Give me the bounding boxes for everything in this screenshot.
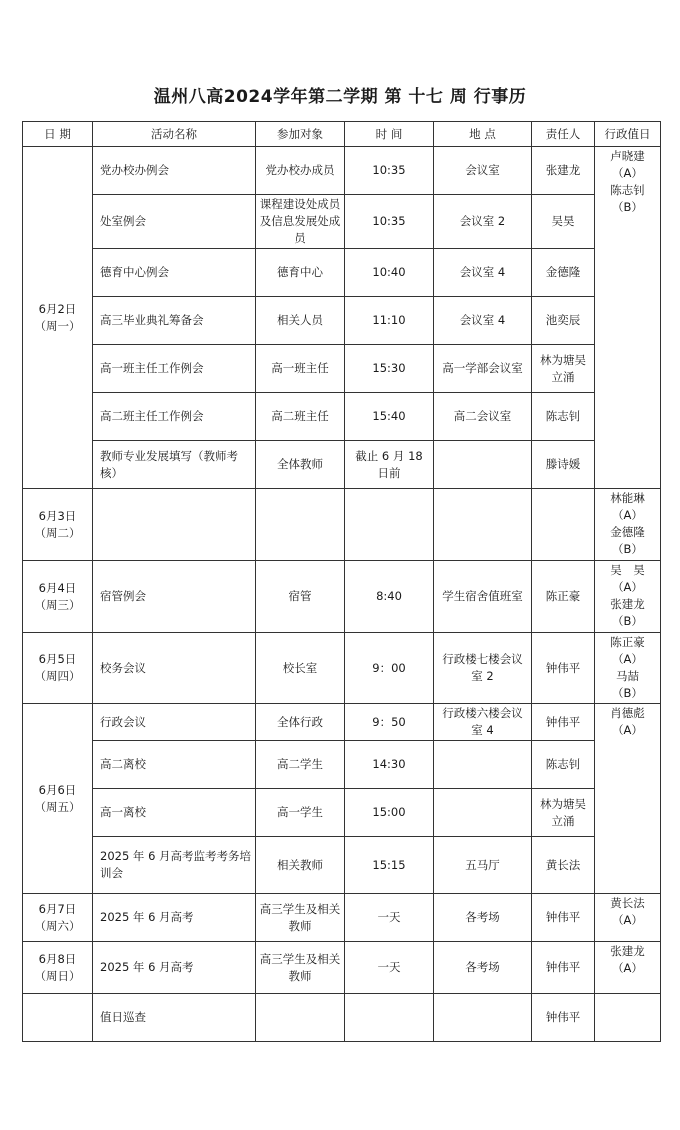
time-cell [345,994,434,1042]
header-activity: 活动名称 [93,122,256,147]
duty-line: 卢晓建 [610,149,645,163]
place-cell: 各考场 [434,942,532,994]
attendees-cell: 高三学生及相关教师 [256,942,345,994]
date-label: 6月4日 [38,580,77,595]
activity-cell: 行政会议 [93,704,256,741]
patrol-row [23,994,661,1042]
time-cell: 截止 6 月 18 日前 [345,441,434,489]
date-cell [23,994,93,1042]
time-cell: 15:30 [345,345,434,393]
place-cell: 会议室 [434,147,532,195]
schedule-body [23,147,661,1042]
duty-cell [595,561,661,633]
attendees-cell: 课程建设处成员及信息发展处成员 [256,195,345,249]
date-cell [23,942,93,994]
attendees-cell: 相关人员 [256,297,345,345]
duty-line: （A） [612,508,643,522]
place-cell: 会议室 4 [434,249,532,297]
page-title: 温州八高2024学年第二学期 第 十七 周 行事历 [153,87,527,107]
time-cell: 一天 [345,894,434,942]
time-cell: 10:40 [345,249,434,297]
activity-cell: 高二班主任工作例会 [93,393,256,441]
time-cell [345,489,434,561]
weekday-label: （周一） [34,318,81,333]
header-time: 时 间 [345,122,434,147]
attendees-cell: 全体行政 [256,704,345,741]
owner-cell: 钟伟平 [532,994,595,1042]
duty-line: 张建龙 [610,944,645,958]
activity-cell: 高一离校 [93,789,256,837]
duty-cell [595,489,661,561]
activity-cell: 高二离校 [93,741,256,789]
weekday-label: （周三） [34,597,81,612]
owner-cell: 林为塘吴立涌 [532,789,595,837]
attendees-cell: 高一班主任 [256,345,345,393]
date-cell [23,704,93,894]
owner-cell: 陈志钊 [532,393,595,441]
date-cell [23,894,93,942]
place-cell: 会议室 2 [434,195,532,249]
table-row [23,789,661,837]
schedule-table [22,121,661,1042]
date-label: 6月5日 [38,652,77,666]
owner-cell: 钟伟平 [532,704,595,741]
place-cell: 学生宿舍值班室 [434,561,532,633]
date-label: 6月7日 [38,901,77,916]
activity-cell: 高三毕业典礼筹备会 [93,297,256,345]
owner-cell: 钟伟平 [532,942,595,994]
time-cell: 10:35 [345,195,434,249]
header-place: 地 点 [434,122,532,147]
duty-cell [595,147,661,489]
place-cell: 行政楼七楼会议室 2 [434,633,532,704]
duty-line: （A） [612,723,643,737]
time-cell: 9：00 [345,633,434,704]
table-row [23,561,661,633]
owner-cell [532,489,595,561]
table-row [23,147,661,195]
place-cell [434,441,532,489]
time-cell: 10:35 [345,147,434,195]
time-cell: 15:00 [345,789,434,837]
owner-cell: 陈正豪 [532,561,595,633]
header-duty: 行政值日 [595,122,661,147]
duty-cell [595,894,661,942]
duty-line: 陈正豪 [610,635,645,649]
table-row [23,441,661,489]
table-row [23,297,661,345]
date-cell [23,147,93,489]
activity-cell [93,489,256,561]
table-row [23,894,661,942]
table-row [23,704,661,741]
owner-cell: 林为塘吴立涌 [532,345,595,393]
table-row [23,633,661,704]
owner-cell: 陈志钊 [532,741,595,789]
owner-cell: 滕诗媛 [532,441,595,489]
attendees-cell: 相关教师 [256,837,345,894]
weekday-label: （周日） [34,968,81,983]
header-row [23,122,661,147]
duty-line: 张建龙 [610,597,645,611]
duty-line: 吴 昊 [610,563,645,577]
duty-line: （B） [612,542,643,556]
table-row [23,195,661,249]
activity-cell: 校务会议 [93,633,256,704]
table-row [23,942,661,994]
header-owner: 责任人 [532,122,595,147]
date-cell [23,633,93,704]
place-cell: 高一学部会议室 [434,345,532,393]
attendees-cell: 高二班主任 [256,393,345,441]
activity-cell: 德育中心例会 [93,249,256,297]
duty-line: （A） [612,961,643,975]
attendees-cell: 高三学生及相关教师 [256,894,345,942]
place-cell [434,741,532,789]
duty-cell [595,942,661,994]
attendees-cell: 校长室 [256,633,345,704]
weekday-label: （周六） [34,918,81,933]
time-cell: 8:40 [345,561,434,633]
duty-line: 肖德彪 [610,706,645,720]
time-cell: 15:15 [345,837,434,894]
time-cell: 11:10 [345,297,434,345]
duty-line: （A） [612,580,643,594]
date-label: 6月2日 [38,301,77,316]
date-cell [23,489,93,561]
date-label: 6月3日 [38,508,77,523]
table-row [23,393,661,441]
place-cell: 五马厅 [434,837,532,894]
owner-cell: 黄长法 [532,837,595,894]
time-cell: 一天 [345,942,434,994]
duty-line: （B） [612,686,643,700]
attendees-cell: 德育中心 [256,249,345,297]
header-attendees: 参加对象 [256,122,345,147]
duty-line: 黄长法 [610,896,645,910]
activity-cell: 处室例会 [93,195,256,249]
duty-line: 马喆 [616,669,639,683]
activity-cell: 2025 年 6 月高考 [93,894,256,942]
activity-cell: 教师专业发展填写（教师考核） [93,441,256,489]
attendees-cell: 高二学生 [256,741,345,789]
table-row [23,345,661,393]
duty-cell [595,994,661,1042]
activity-cell: 宿管例会 [93,561,256,633]
date-label: 6月6日 [38,782,77,797]
duty-cell [595,704,661,894]
place-cell: 行政楼六楼会议室 4 [434,704,532,741]
owner-cell: 池奕辰 [532,297,595,345]
time-cell: 15:40 [345,393,434,441]
table-row [23,837,661,894]
owner-cell: 钟伟平 [532,633,595,704]
owner-cell: 张建龙 [532,147,595,195]
owner-cell: 钟伟平 [532,894,595,942]
date-label: 6月8日 [38,951,77,966]
attendees-cell [256,994,345,1042]
activity-cell: 2025 年 6 月高考监考考务培训会 [93,837,256,894]
owner-cell: 金德隆 [532,249,595,297]
duty-line: （B） [612,200,643,214]
attendees-cell: 高一学生 [256,789,345,837]
date-cell [23,561,93,633]
duty-line: （A） [612,652,643,666]
place-cell: 高二会议室 [434,393,532,441]
place-cell [434,994,532,1042]
duty-line: 林能琳 [610,491,645,505]
table-row [23,249,661,297]
activity-cell: 2025 年 6 月高考 [93,942,256,994]
duty-line: （A） [612,166,643,180]
table-row [23,741,661,789]
table-row [23,489,661,561]
weekday-label: （周五） [34,799,81,814]
attendees-cell: 宿管 [256,561,345,633]
place-cell [434,489,532,561]
attendees-cell: 全体教师 [256,441,345,489]
weekday-label: （周四） [34,669,81,683]
duty-line: 金德隆 [610,525,645,539]
attendees-cell: 党办校办成员 [256,147,345,195]
activity-cell: 值日巡查 [93,994,256,1042]
place-cell: 会议室 4 [434,297,532,345]
time-cell: 9：50 [345,704,434,741]
weekday-label: （周二） [34,525,81,540]
duty-line: 陈志钊 [610,183,645,197]
header-date: 日 期 [23,122,93,147]
duty-line: （A） [612,913,643,927]
attendees-cell [256,489,345,561]
place-cell [434,789,532,837]
duty-line: （B） [612,614,643,628]
activity-cell: 高一班主任工作例会 [93,345,256,393]
duty-cell [595,633,661,704]
owner-cell: 吴昊 [532,195,595,249]
activity-cell: 党办校办例会 [93,147,256,195]
place-cell: 各考场 [434,894,532,942]
time-cell: 14:30 [345,741,434,789]
